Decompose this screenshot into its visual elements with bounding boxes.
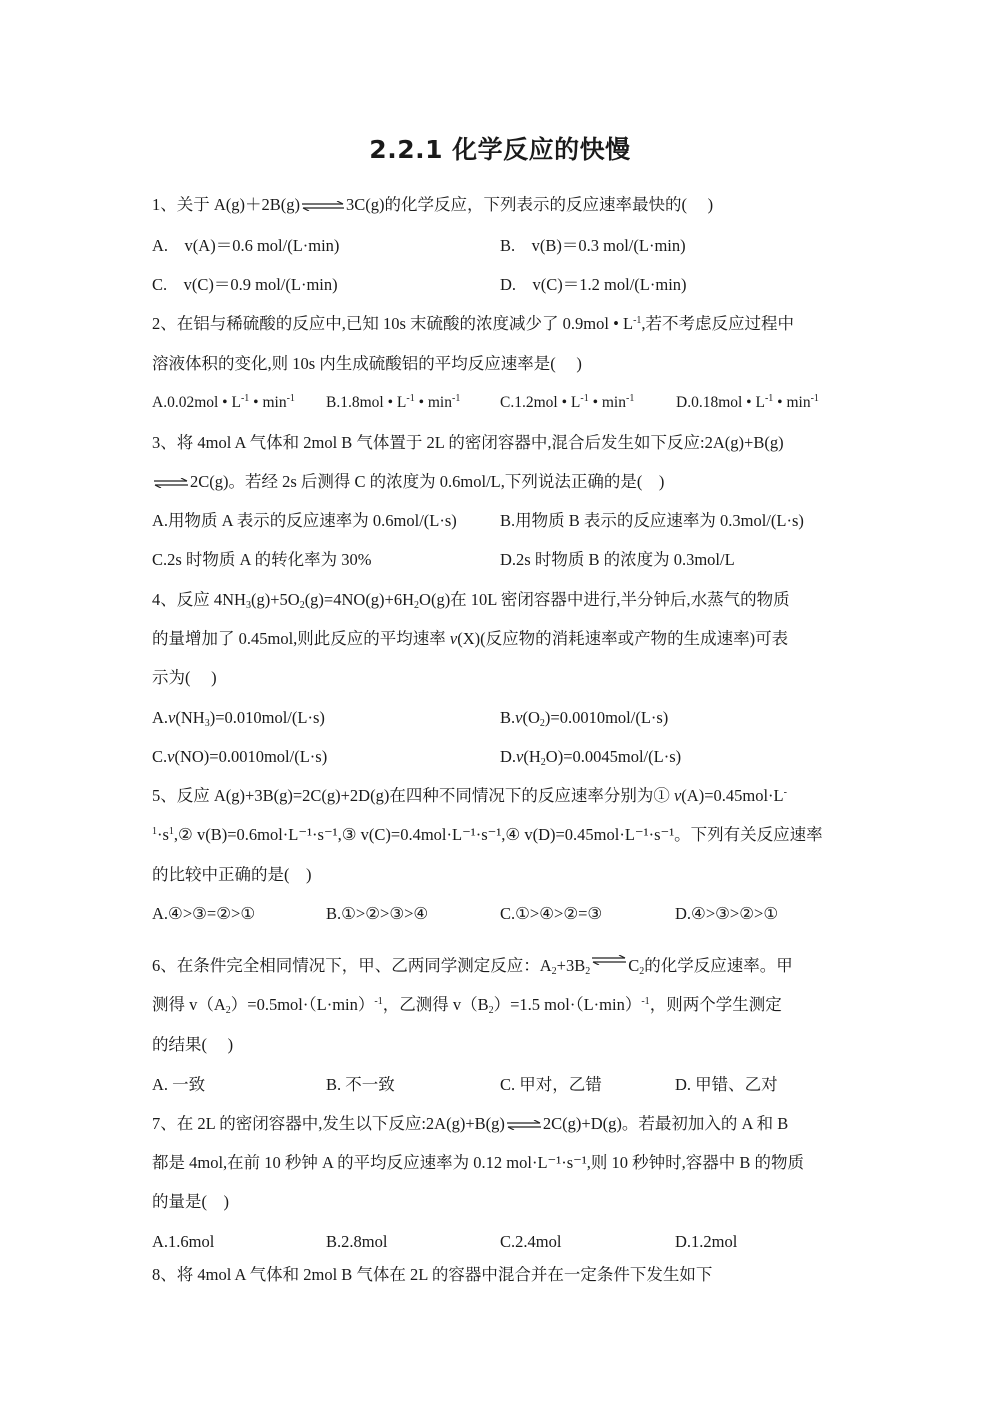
option-c[interactable]: C. v(C)＝0.9 mol/(L·min) xyxy=(152,275,338,294)
question-4-stem-line-2: 的量增加了 0.45mol,则此反应的平均速率 v(X)(反应物的消耗速率或产物的生成速率)可表 xyxy=(152,629,789,648)
question-1-stem: 1、关于 A(g)＋2B(g) 3C(g)的化学反应，下列表示的反应速率最快的( ) xyxy=(152,195,714,214)
page-title: 2.2.1 化学反应的快慢 xyxy=(369,135,631,164)
question-7-stem-line-1: 7、在 2L 的密闭容器中,发生以下反应:2A(g)+B(g) 2C(g)+D(g)。若最初加入的 A 和 B xyxy=(152,1114,789,1133)
option-a[interactable]: $A.v(NH_3)=0.010mol/(L\cdot s)$ xyxy=(152,708,325,729)
option-d[interactable]: D.0.18mol • $L^{-1}$ • $\min^{-1}$ xyxy=(676,393,819,411)
question-2-stem-line-1: 2、在铝与稀硫酸的反应中,已知 10s 末硫酸的浓度减少了 0.9mol • $L^{-1}$,若不考虑反应过程中 xyxy=(152,314,795,333)
option-b[interactable]: B.1.8mol • $L^{-1}$ • $\min^{-1}$ xyxy=(326,393,461,411)
option-d[interactable]: D. v(C)＝1.2 mol/(L·min) xyxy=(500,275,687,294)
question-5-stem-line-1: 5、反应 A(g)+3B(g)=2C(g)+2D(g)在四种不同情况下的反应速率分别为① v(A)=0.45mol·L- xyxy=(152,786,787,805)
option-a[interactable]: A.0.02mol • $L^{-1}$ • $\min^{-1}$ xyxy=(152,393,295,411)
question-4-stem-line-1: 4、反应 $4NH_3(g)+5O_2(g)=4NO(g)+6H_2O(g)$在 10L 密闭容器中进行,半分钟后,水蒸气的物质 xyxy=(152,590,790,611)
option-a[interactable]: A. 一致 xyxy=(152,1075,206,1094)
option-a[interactable]: A.④>③=②>① xyxy=(152,904,256,923)
equilibrium-arrow-icon xyxy=(591,955,627,965)
option-b[interactable]: B.①>②>③>④ xyxy=(326,904,429,923)
question-5-stem-line-3: 的比较中正确的是( ) xyxy=(152,865,312,884)
question-3-stem-line-1: 3、将 4mol A 气体和 2mol B 气体置于 2L 的密闭容器中,混合后发生如下反应:2A(g)+B(g) xyxy=(152,433,784,452)
option-d[interactable]: D.1.2mol xyxy=(675,1232,738,1251)
option-d[interactable]: D. 甲错、乙对 xyxy=(675,1075,778,1094)
option-b[interactable]: $B.v(O_2)=0.0010mol/(L\cdot s)$ xyxy=(500,708,669,729)
question-6-stem-line-2: 测得 $v(A_2)=0.5mol\cdot(L\cdot\min)^{-1}$，乙测得 $v(B_2)=1.5$ $mol\cdot(L\cdot\min)^{-1}$，则两个学生测定 xyxy=(152,995,782,1016)
equilibrium-arrow-icon xyxy=(506,1120,542,1130)
option-d[interactable]: $D.v(H_2O)=0.0045mol/(L\cdot s)$ xyxy=(500,747,682,768)
option-b[interactable]: B. 不一致 xyxy=(326,1075,395,1094)
question-6-stem-line-1: 6、在条件完全相同情况下，甲、乙两同学测定反应：$A_2+3B_2$ $C_2$的化学反应速率。甲 xyxy=(152,956,793,977)
option-c[interactable]: C.2s 时物质 A 的转化率为 30% xyxy=(152,550,372,569)
equilibrium-arrow-icon xyxy=(153,478,189,488)
question-4-stem-line-3: 示为( ) xyxy=(152,668,217,687)
question-3-stem-line-2: 2C(g)。若经 2s 后测得 C 的浓度为 0.6mol/L,下列说法正确的是( ) xyxy=(152,472,852,492)
option-d[interactable]: D.2s 时物质 B 的浓度为 0.3mol/L xyxy=(500,550,735,569)
option-a[interactable]: A.用物质 A 表示的反应速率为 0.6mol/(L·s) xyxy=(152,511,457,530)
question-7-stem-line-3: 的量是( ) xyxy=(152,1192,229,1211)
option-c[interactable]: C.v(NO)=0.0010mol/(L·s) xyxy=(152,747,328,766)
option-c[interactable]: C.①>④>②=③ xyxy=(500,904,603,923)
option-b[interactable]: B.用物质 B 表示的反应速率为 0.3mol/(L·s) xyxy=(500,511,804,530)
option-c[interactable]: C.2.4mol xyxy=(500,1232,562,1251)
question-8-stem-line-1: 8、将 4mol A 气体和 2mol B 气体在 2L 的容器中混合并在一定条件下发生如下 xyxy=(152,1265,713,1284)
question-7-stem-line-2: 都是 4mol,在前 10 秒钟 A 的平均反应速率为 0.12 mol·L⁻¹·s⁻¹,则 10 秒钟时,容器中 B 的物质 xyxy=(152,1153,805,1172)
equilibrium-arrow-icon xyxy=(301,201,345,211)
option-c[interactable]: C.1.2mol • $L^{-1}$ • $\min^{-1}$ xyxy=(500,393,635,411)
option-d[interactable]: D.④>③>②>① xyxy=(675,904,779,923)
option-a[interactable]: A. v(A)＝0.6 mol/(L·min) xyxy=(152,236,340,255)
question-6-stem-line-3: 的结果( ) xyxy=(152,1035,234,1054)
option-b[interactable]: B.2.8mol xyxy=(326,1232,388,1251)
option-b[interactable]: B. v(B)＝0.3 mol/(L·min) xyxy=(500,236,686,255)
option-a[interactable]: A.1.6mol xyxy=(152,1232,215,1251)
question-2-stem-line-2: 溶液体积的变化,则 10s 内生成硫酸铝的平均反应速率是( ) xyxy=(152,354,582,373)
option-c[interactable]: C. 甲对，乙错 xyxy=(500,1075,602,1094)
question-5-stem-line-2: $^1\cdot s^1,②$ v(B)=0.6mol·L⁻¹·s⁻¹,③ v(C)=0.4mol·L⁻¹·s⁻¹,④ v(D)=0.45mol·L⁻¹·s⁻¹。下列有关反应速率 xyxy=(152,825,823,844)
